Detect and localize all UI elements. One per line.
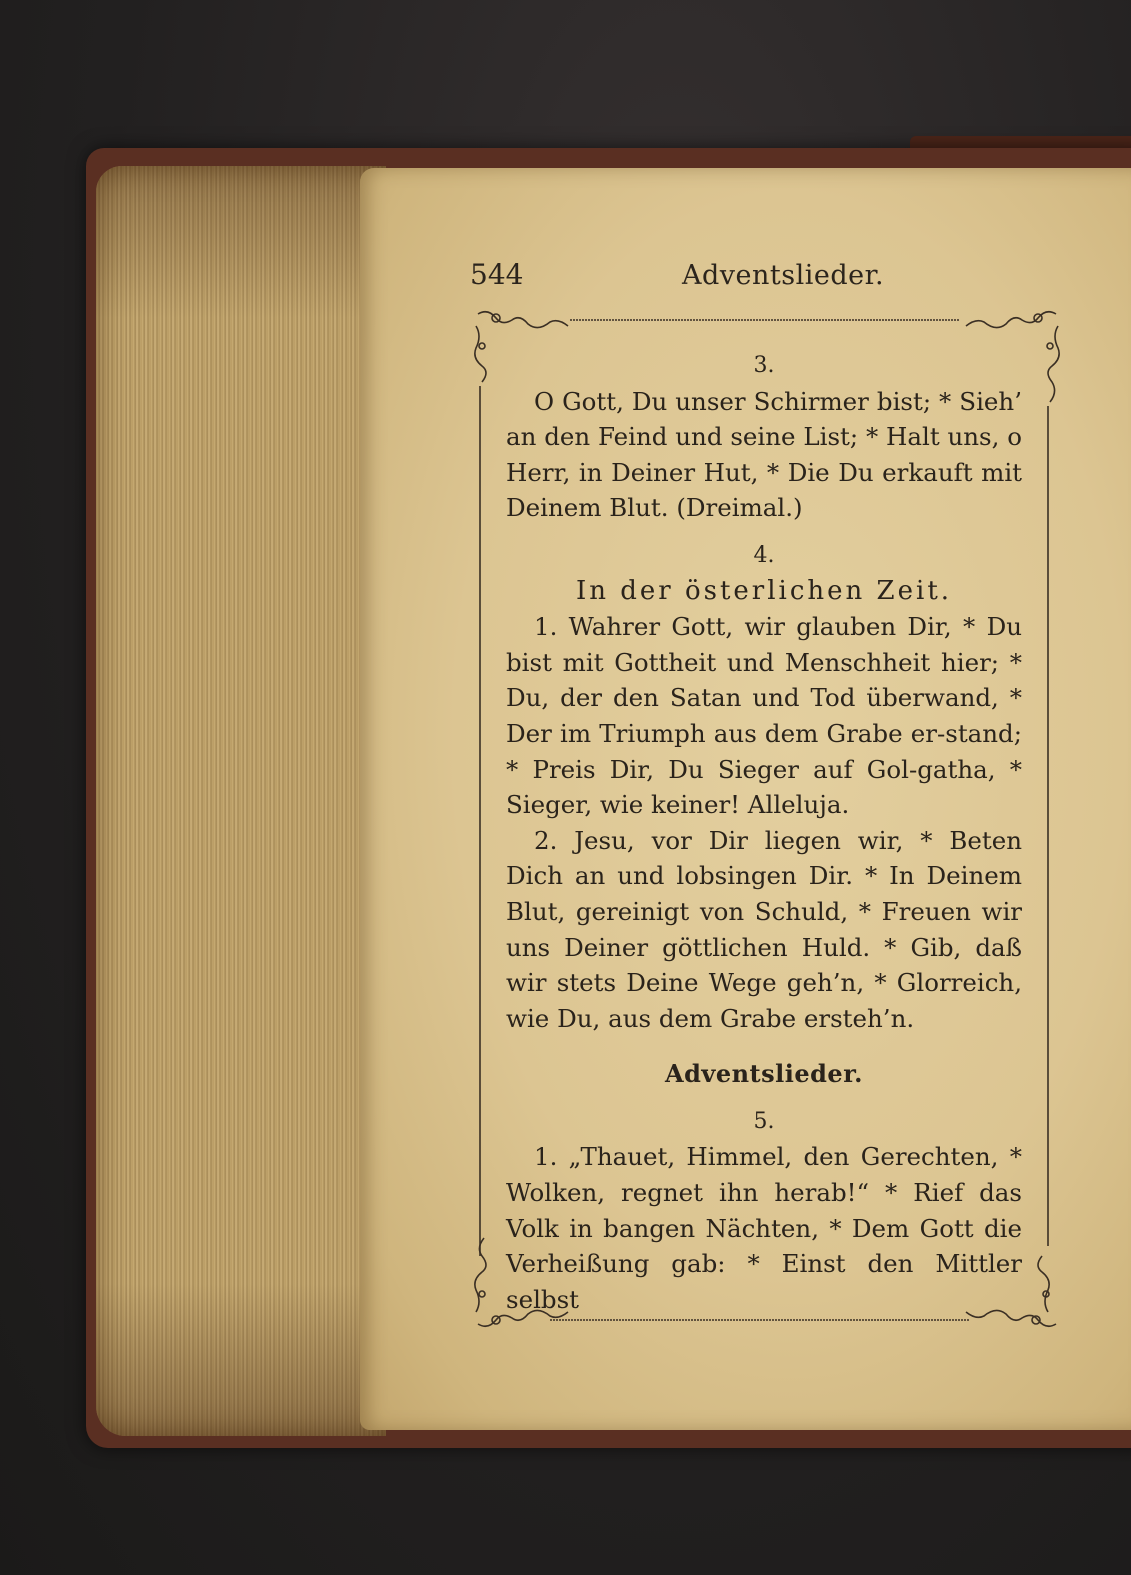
hymn-verse: 1. „Thauet, Himmel, den Gerechten, * Wolken, regnet ihn herab!“ * Rief das Volk in bangen Nächten, * Dem Gott die Verheißung gab: * Einst den Mittler selbst [506, 1142, 1022, 1314]
hymn-verse: 2. Jesu, vor Dir liegen wir, * Beten Dich an und lobsingen Dir. * In Deinem Blut, gereinigt von Schuld, * Freuen wir uns Deiner göttlichen Huld. * Gib, daß wir stets Deine Wege geh’n, * Glorreich, wie Du, aus dem Grabe ersteh’n. [506, 825, 1022, 1033]
hymn-heading: In der österlichen Zeit. [575, 575, 953, 606]
page-number: 544 [470, 258, 524, 291]
page-edges [96, 166, 386, 1436]
running-title: Adventslieder. [682, 260, 885, 291]
hymn-verse: 1. Wahrer Gott, wir glauben Dir, * Du bist mit Gottheit und Menschheit hier; * Du, der den Satan und Tod überwand, * Der im Triumph aus dem Grabe er-stand; * Preis Dir, Du Sieger auf Gol-gatha, * Sieger, wie keiner! Alleluja. [506, 612, 1022, 820]
hymn-text: O Gott, Du unser Schirmer bist; * Sieh’ an den Feind und seine List; * Halt uns, o Herr, in Deiner Hut, * Die Du erkauft mit Deinem Blut. (Dreimal.) [506, 386, 1022, 523]
hymn-number: 4. [753, 542, 775, 568]
section-title: Adventslieder. [664, 1059, 863, 1089]
hymn-number: 5. [753, 1108, 775, 1134]
hymn-number: 3. [753, 353, 775, 378]
page-text [506, 348, 1022, 1317]
page-header [470, 258, 1070, 298]
